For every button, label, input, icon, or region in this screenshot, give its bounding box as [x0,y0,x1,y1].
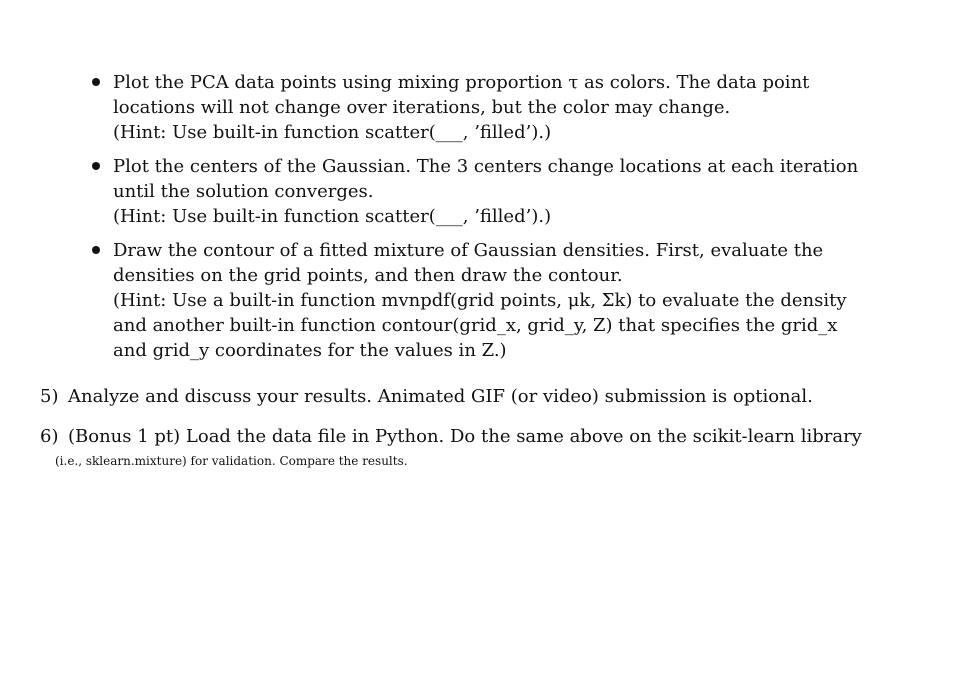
hint-line: (Hint: Use built-in function scatter(___, ’filled’).) [113,122,552,143]
text-line: until the solution converges. [113,181,374,202]
bullet-item-pca-points [90,70,870,145]
numbered-list [40,384,870,489]
bullet-dot-icon [92,78,100,86]
numbered-item-bonus [40,424,870,474]
text-line: (i.e., sklearn.mixture) for validation. Compare the results. [55,454,408,468]
numbered-item-analyze [40,384,870,409]
hint-line: (Hint: Use a built-in function mvnpdf(grid points, μk, Σk) to evaluate the density [113,290,847,311]
hint-line: (Hint: Use built-in function scatter(___, ’filled’).) [113,206,552,227]
item-number: 6) [40,426,59,447]
hint-line: and grid_y coordinates for the values in Z.) [113,340,507,361]
text-line: Plot the centers of the Gaussian. The 3 centers change locations at each iteration [113,156,859,177]
bullet-dot-icon [92,162,100,170]
text-line: Analyze and discuss your results. Animated GIF (or video) submission is optional. [68,386,813,407]
item-number: 5) [40,386,59,407]
text-line: densities on the grid points, and then draw the contour. [113,265,623,286]
bullet-item-contour [90,238,870,363]
bullet-list [90,70,870,372]
text-line: Plot the PCA data points using mixing proportion τ as colors. The data point [113,72,810,93]
bullet-dot-icon [92,246,100,254]
bullet-item-gaussian-centers [90,154,870,229]
text-line: (Bonus 1 pt) Load the data file in Python. Do the same above on the scikit-learn library [68,426,862,447]
text-line: Draw the contour of a fitted mixture of Gaussian densities. First, evaluate the [113,240,824,261]
hint-line: and another built-in function contour(grid_x, grid_y, Z) that specifies the grid_x [113,315,838,336]
text-line: locations will not change over iterations, but the color may change. [113,97,731,118]
